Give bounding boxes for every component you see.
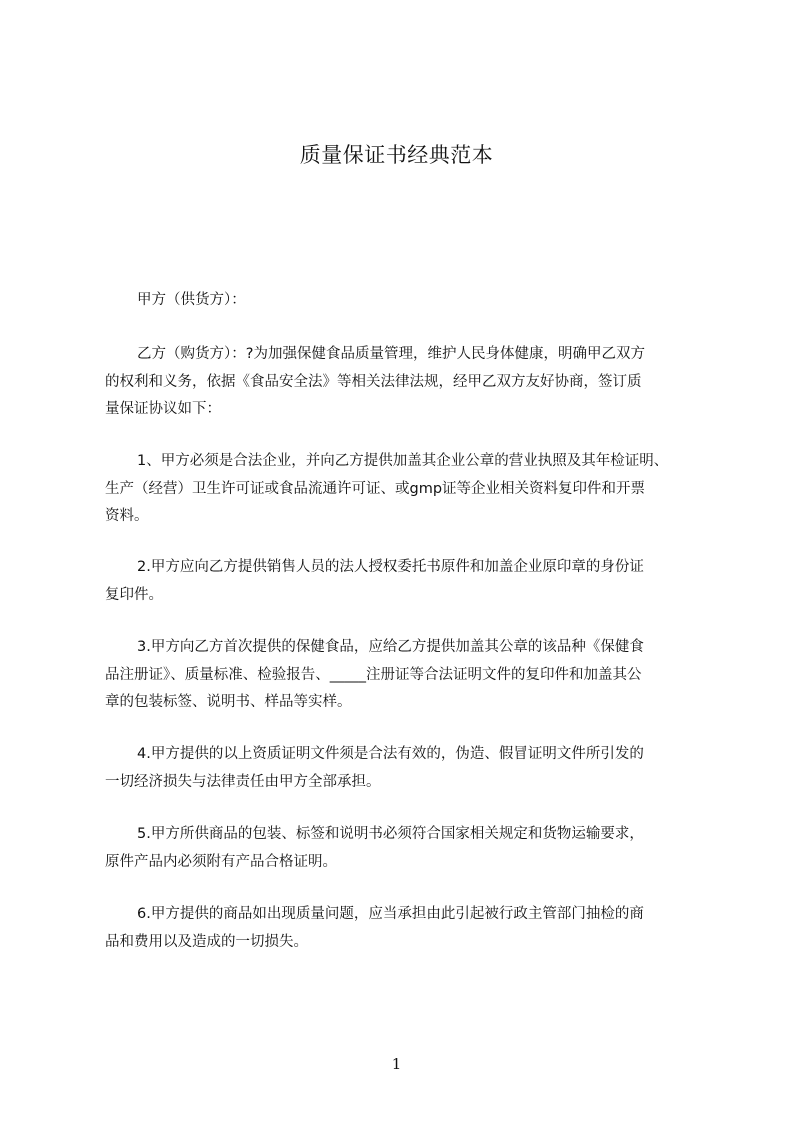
text-line: 复印件。 <box>105 586 163 603</box>
text-line: 6.甲方提供的商品如出现质量问题，应当承担由此引起被行政主管部门抽检的商 <box>137 906 644 922</box>
text-line: 1、甲方必须是合法企业，并向乙方提供加盖其企业公章的营业执照及其年检证明、 <box>137 453 669 469</box>
text-line: 品和费用以及造成的一切损失。 <box>105 933 308 950</box>
clause-6-paragraph <box>105 901 725 956</box>
text-line: 一切经济损失与法律责任由甲方全部承担。 <box>105 773 381 790</box>
clause-5-paragraph <box>105 821 725 876</box>
text-line: 甲方（供货方）： <box>137 292 246 308</box>
clause-1-paragraph <box>105 448 725 531</box>
text-line: 乙方（购货方）：?为加强保健食品质量管理，维护人民身体健康，明确甲乙双方 <box>137 346 645 362</box>
clause-2-paragraph <box>105 554 725 609</box>
text-line: 资料。 <box>105 508 149 524</box>
text-line: 的权利和义务，依据《食品安全法》等相关法律法规，经甲乙双方友好协商，签订质 <box>105 373 642 390</box>
clause-3-paragraph <box>105 634 725 717</box>
page-number: 1 <box>391 1055 402 1073</box>
clause-4-paragraph <box>105 741 725 796</box>
text-line: 量保证协议如下： <box>105 401 221 417</box>
party-b-intro-paragraph <box>105 341 725 424</box>
text-line: 5.甲方所供商品的包装、标签和说明书必须符合国家相关规定和货物运输要求， <box>137 826 644 842</box>
text-line: 3.甲方向乙方首次提供的保健食品，应给乙方提供加盖其公章的该品种《保健食 <box>137 639 644 655</box>
text-line: 2.甲方应向乙方提供销售人员的法人授权委托书原件和加盖企业原印章的身份证 <box>137 559 644 575</box>
text-line: 生产（经营）卫生许可证或食品流通许可证、或gmp证等企业相关资料复印件和开票 <box>105 480 646 497</box>
text-line: 章的包装标签、说明书、样品等实样。 <box>105 694 352 710</box>
text-line: 4.甲方提供的以上资质证明文件须是合法有效的，伪造、假冒证明文件所引发的 <box>137 746 644 762</box>
party-a-paragraph <box>105 287 725 315</box>
text-line: 原件产品内必须附有产品合格证明。 <box>105 853 337 870</box>
document-title: 质量保证书经典范本 <box>299 143 494 167</box>
text-line: 品注册证》、质量标准、检验报告、_____注册证等合法证明文件的复印件和加盖其公 <box>105 666 642 683</box>
